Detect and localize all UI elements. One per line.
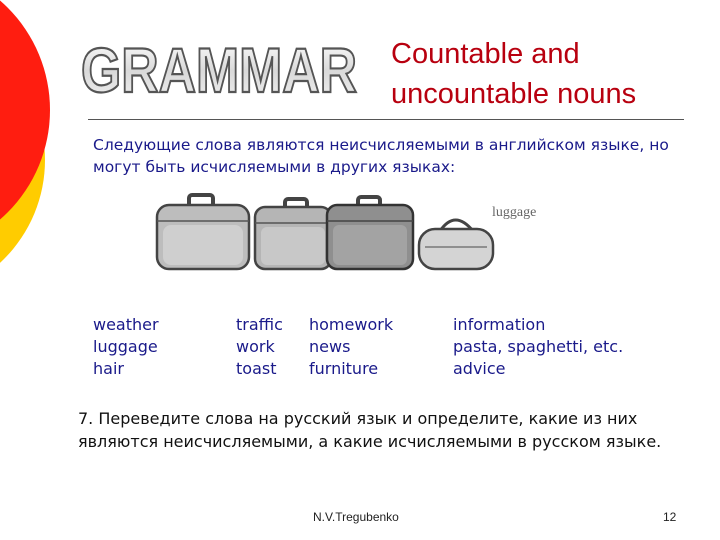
- title-divider: [88, 119, 684, 120]
- word: homework: [309, 315, 394, 334]
- suitcase-3-icon: [327, 197, 413, 269]
- word: traffic: [236, 315, 283, 334]
- footer-author: N.V.Tregubenko: [313, 510, 399, 524]
- title-line-1: Countable and: [391, 38, 580, 70]
- word: weather: [93, 315, 159, 334]
- word: information: [453, 315, 546, 334]
- suitcase-1-icon: [157, 195, 249, 269]
- title-line-2: uncountable nouns: [391, 78, 637, 110]
- page-number: 12: [663, 510, 677, 524]
- word: advice: [453, 359, 506, 378]
- slide-title: [391, 34, 636, 114]
- word-column-2: [236, 314, 283, 380]
- word: news: [309, 337, 351, 356]
- luggage-label: luggage: [492, 205, 537, 220]
- word: pasta, spaghetti, etc.: [453, 337, 624, 356]
- suitcase-2-icon: [255, 199, 331, 269]
- word: hair: [93, 359, 124, 378]
- grammar-logo: [78, 36, 368, 106]
- word-column-3: [309, 314, 393, 380]
- word: work: [236, 337, 275, 356]
- intro-text: Следующие слова являются неисчисляемыми в английском языке, но могут быть исчисляемыми в других языках:: [93, 136, 669, 176]
- decorative-circles: [0, 0, 90, 300]
- word-column-1: [93, 314, 159, 380]
- task-text: 7. Переведите слова на русский язык и определите, какие из них являются неисчисляемыми, а какие исчисляемыми в русском языке.: [78, 409, 662, 451]
- word: toast: [236, 359, 277, 378]
- luggage-illustration: [155, 195, 500, 275]
- word: furniture: [309, 359, 379, 378]
- word-column-4: [453, 314, 623, 380]
- word: luggage: [93, 337, 158, 356]
- logo-text: GRAMMAR: [81, 36, 357, 106]
- handbag-icon: [419, 220, 493, 269]
